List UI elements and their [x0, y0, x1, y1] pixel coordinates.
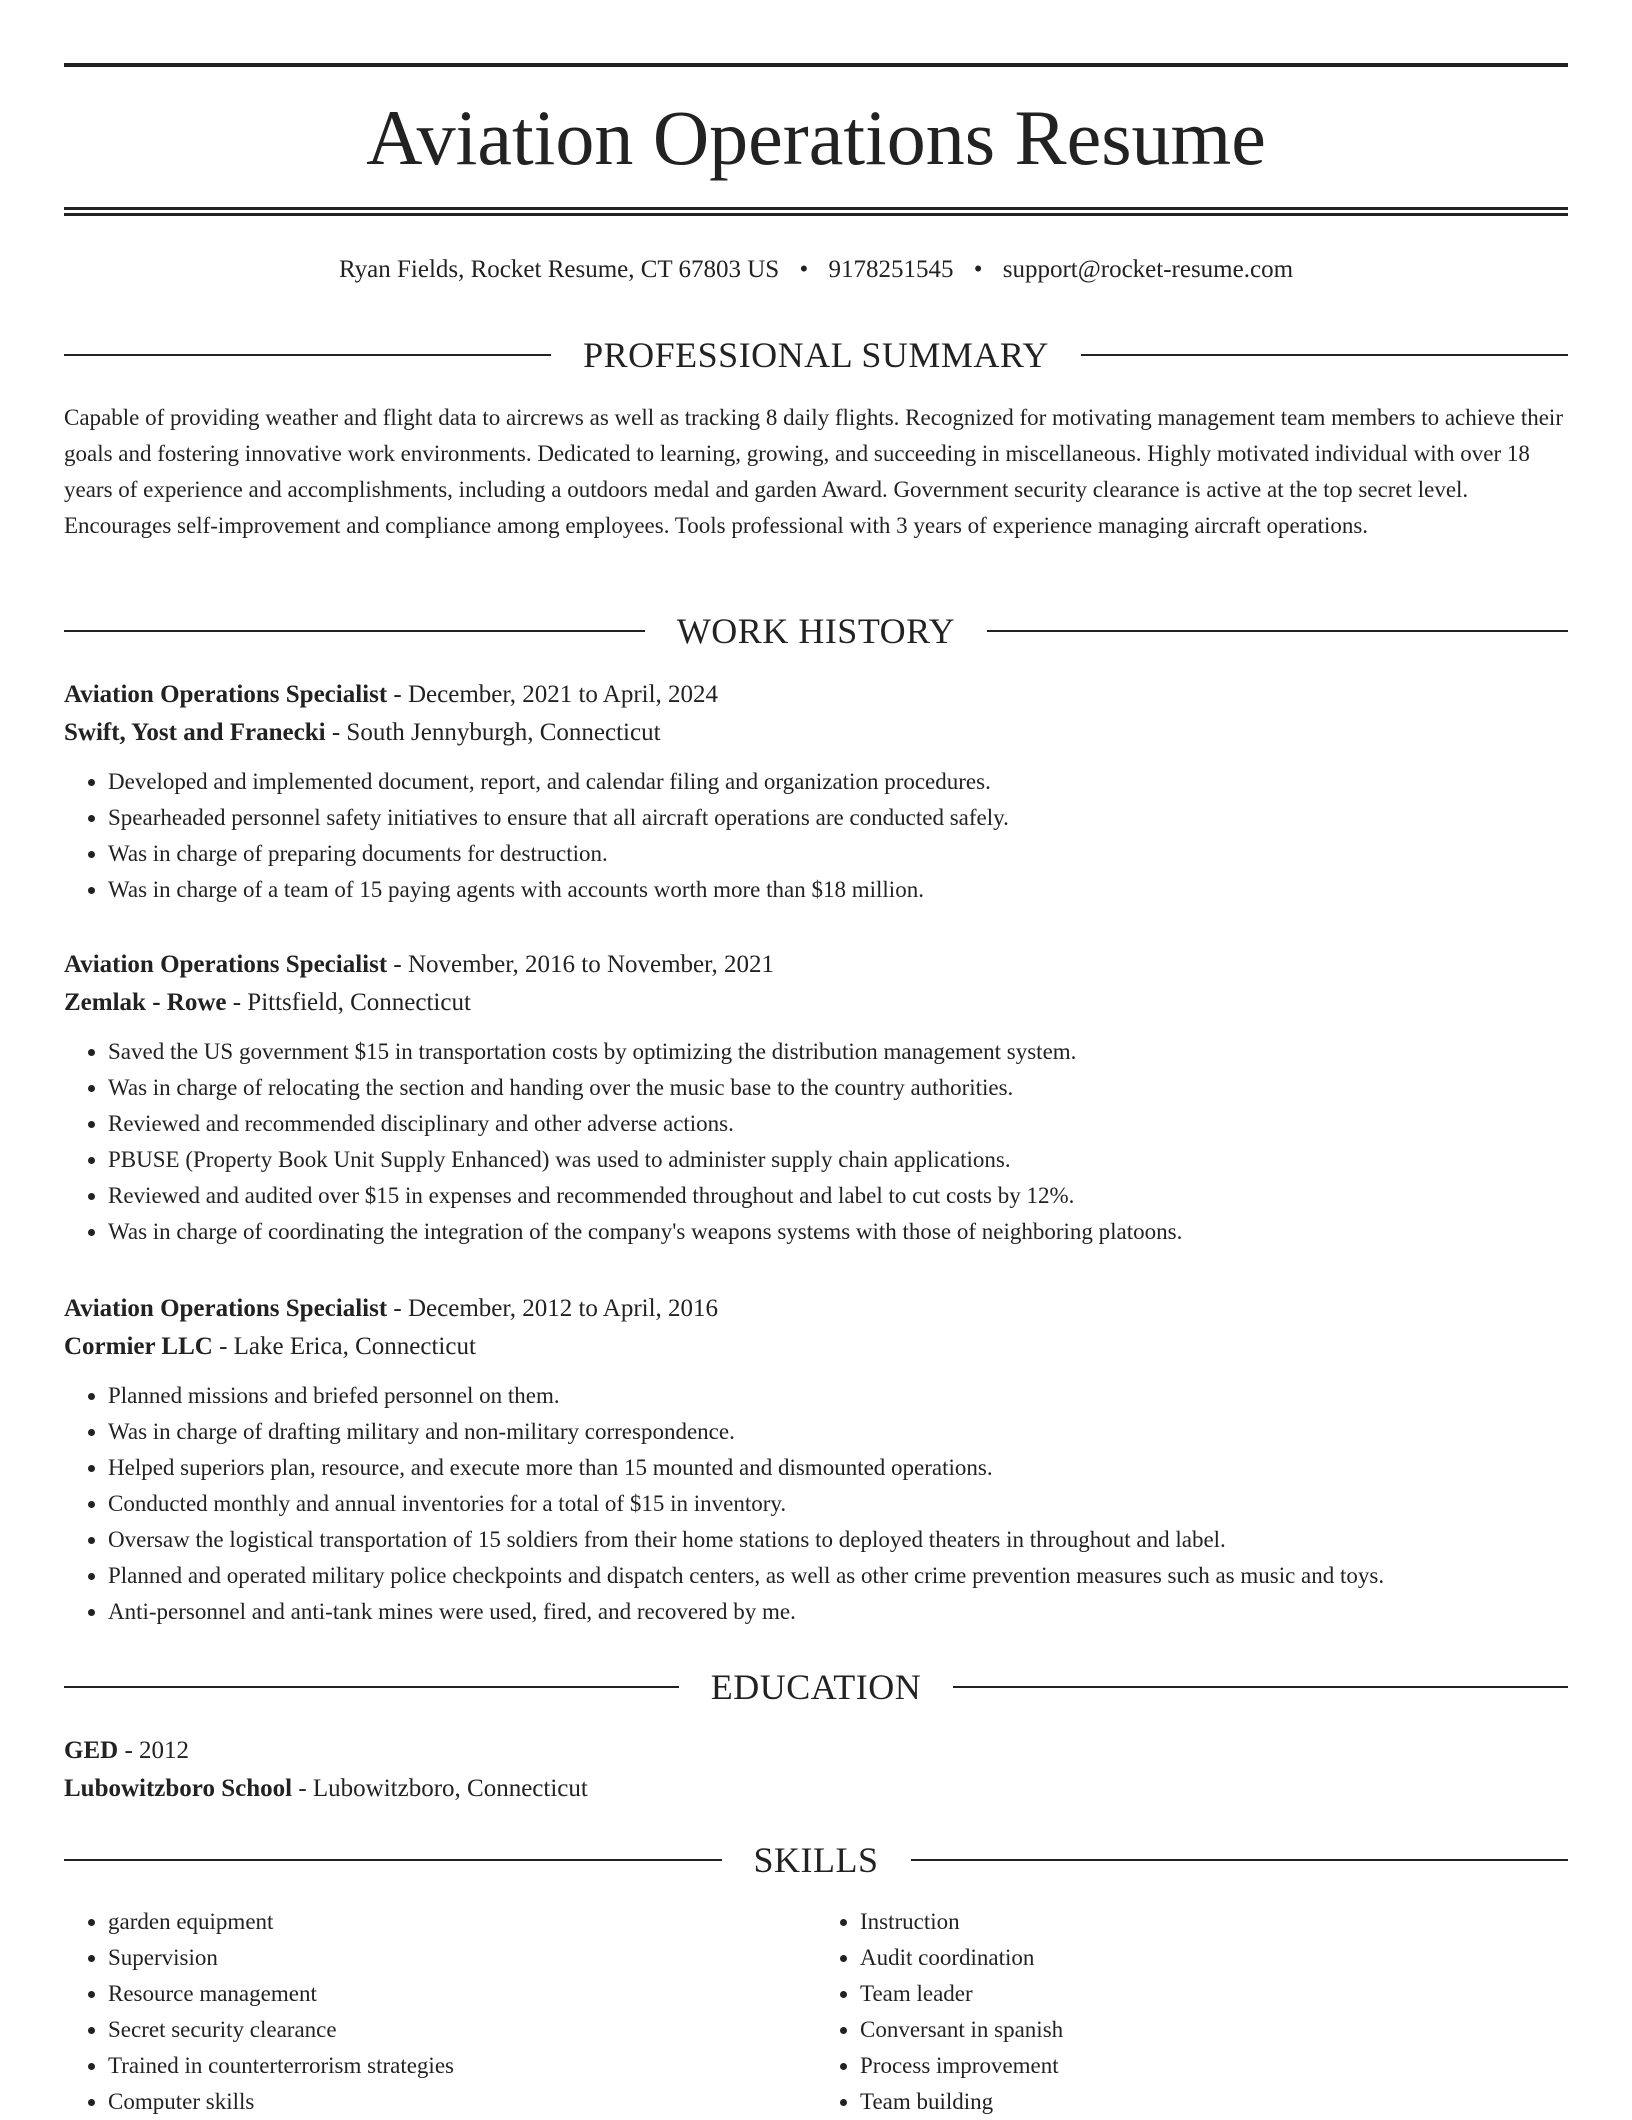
section-header-skills: [64, 1840, 1568, 1880]
contact-line: [64, 254, 1568, 286]
job-company-line: [64, 984, 1568, 1022]
list-item: • Spearheaded personnel safety initiatives to ensure that all aircraft operations are conducted safely.: [108, 800, 1568, 836]
summary-paragraph: Capable of providing weather and flight data to aircrews as well as tracking 8 daily flights. Recognized for motivating management team members to achieve their goals and fostering innovative work environments. Dedicated to learning, growing, and succeeding in miscellaneous. Highly motivated individual with over 18 years of experience and accomplishments, including a outdoors medal and garden Award. Government security clearance is active at the top secret level. Encourages self-improvement and compliance among employees. Tools professional with 3 years of experience managing aircraft operations.: [64, 405, 1563, 538]
section-title: SKILLS: [753, 1840, 879, 1880]
skills-columns: [64, 1904, 1568, 2120]
divider-line: [64, 1859, 722, 1861]
list-item: • Process improvement: [860, 2048, 1568, 2084]
education-entry: [64, 1732, 1568, 1808]
list-item: • Was in charge of coordinating the integration of the company's weapons systems with those of neighboring platoons.: [108, 1214, 1568, 1250]
list-item: • Instruction: [860, 1904, 1568, 1940]
job-title-line: [64, 676, 1568, 714]
job-title: Aviation Operations Specialist: [64, 951, 388, 978]
job-location: - Pittsfield, Connecticut: [226, 989, 471, 1016]
contact-phone: 9178251545: [828, 256, 954, 283]
list-item: • Secret security clearance: [108, 2012, 816, 2048]
list-item: • Conversant in spanish: [860, 2012, 1568, 2048]
list-item: • Reviewed and audited over $15 in expenses and recommended throughout and label to cut costs by 12%.: [108, 1178, 1568, 1214]
title-double-rule: [64, 207, 1568, 216]
list-item: • Planned missions and briefed personnel on them.: [108, 1378, 1568, 1414]
skills-list-right: [816, 1904, 1568, 2120]
divider-line: [1081, 354, 1568, 356]
job-company-line: [64, 714, 1568, 752]
job-bullets: [64, 1378, 1568, 1630]
list-item: • Was in charge of preparing documents for destruction.: [108, 836, 1568, 872]
list-item: • Was in charge of drafting military and non-military correspondence.: [108, 1414, 1568, 1450]
skills-list-left: [64, 1904, 816, 2120]
section-title: EDUCATION: [710, 1667, 922, 1707]
job-location: - South Jennyburgh, Connecticut: [325, 719, 661, 746]
contact-separator: •: [799, 256, 809, 283]
list-item: • Resource management: [108, 1976, 816, 2012]
list-item: • Anti-personnel and anti-tank mines were used, fired, and recovered by me.: [108, 1594, 1568, 1630]
list-item: • Helped superiors plan, resource, and execute more than 15 mounted and dismounted operations.: [108, 1450, 1568, 1486]
contact-separator: •: [973, 256, 983, 283]
job-dates: - December, 2021 to April, 2024: [387, 681, 719, 708]
job-title-line: [64, 946, 1568, 984]
education-year: - 2012: [118, 1737, 190, 1764]
job-location: - Lake Erica, Connecticut: [212, 1333, 476, 1360]
section-title: PROFESSIONAL SUMMARY: [583, 335, 1049, 375]
resume-title: Aviation Operations Resume: [366, 94, 1266, 181]
job-entry: [64, 676, 1568, 908]
list-item: • Developed and implemented document, report, and calendar filing and organization procedures.: [108, 764, 1568, 800]
education-degree: GED: [64, 1737, 119, 1764]
top-rule: [64, 63, 1568, 67]
divider-line: [911, 1859, 1569, 1861]
education-school-line: [64, 1770, 1568, 1808]
list-item: • Team building: [860, 2084, 1568, 2120]
list-item: • Trained in counterterrorism strategies: [108, 2048, 816, 2084]
list-item: • Conducted monthly and annual inventories for a total of $15 in inventory.: [108, 1486, 1568, 1522]
job-dates: - December, 2012 to April, 2016: [387, 1295, 719, 1322]
list-item: • Team leader: [860, 1976, 1568, 2012]
divider-line: [953, 1686, 1568, 1688]
job-company: Cormier LLC: [64, 1333, 213, 1360]
job-title: Aviation Operations Specialist: [64, 681, 388, 708]
divider-line: [64, 354, 551, 356]
list-item: • Audit coordination: [860, 1940, 1568, 1976]
list-item: • PBUSE (Property Book Unit Supply Enhanced) was used to administer supply chain applications.: [108, 1142, 1568, 1178]
job-dates: - November, 2016 to November, 2021: [387, 951, 774, 978]
job-bullets: [64, 764, 1568, 908]
job-company-line: [64, 1328, 1568, 1366]
job-company: Swift, Yost and Franecki: [64, 719, 326, 746]
education-school: Lubowitzboro School: [64, 1775, 293, 1802]
list-item: • Planned and operated military police checkpoints and dispatch centers, as well as other crime prevention measures such as music and toys.: [108, 1558, 1568, 1594]
job-bullets: [64, 1034, 1568, 1250]
list-item: • Was in charge of a team of 15 paying agents with accounts worth more than $18 million.: [108, 872, 1568, 908]
divider-line: [987, 630, 1568, 632]
section-title: WORK HISTORY: [676, 611, 956, 651]
list-item: • Computer skills: [108, 2084, 816, 2120]
job-title-line: [64, 1290, 1568, 1328]
job-company: Zemlak - Rowe: [64, 989, 227, 1016]
list-item: • Supervision: [108, 1940, 816, 1976]
education-degree-line: [64, 1732, 1568, 1770]
contact-email: support@rocket-resume.com: [1002, 256, 1294, 283]
section-header-education: [64, 1667, 1568, 1707]
contact-address: Ryan Fields, Rocket Resume, CT 67803 US: [338, 256, 780, 283]
section-header-summary: [64, 335, 1568, 375]
list-item: • Saved the US government $15 in transportation costs by optimizing the distribution management system.: [108, 1034, 1568, 1070]
job-entry: [64, 946, 1568, 1250]
job-title: Aviation Operations Specialist: [64, 1295, 388, 1322]
list-item: • Was in charge of relocating the section and handing over the music base to the country authorities.: [108, 1070, 1568, 1106]
list-item: • Reviewed and recommended disciplinary and other adverse actions.: [108, 1106, 1568, 1142]
education-location: - Lubowitzboro, Connecticut: [292, 1775, 588, 1802]
list-item: • garden equipment: [108, 1904, 816, 1940]
divider-line: [64, 1686, 679, 1688]
divider-line: [64, 630, 645, 632]
section-header-work: [64, 611, 1568, 651]
list-item: • Oversaw the logistical transportation of 15 soldiers from their home stations to deployed theaters in throughout and label.: [108, 1522, 1568, 1558]
job-entry: [64, 1290, 1568, 1630]
